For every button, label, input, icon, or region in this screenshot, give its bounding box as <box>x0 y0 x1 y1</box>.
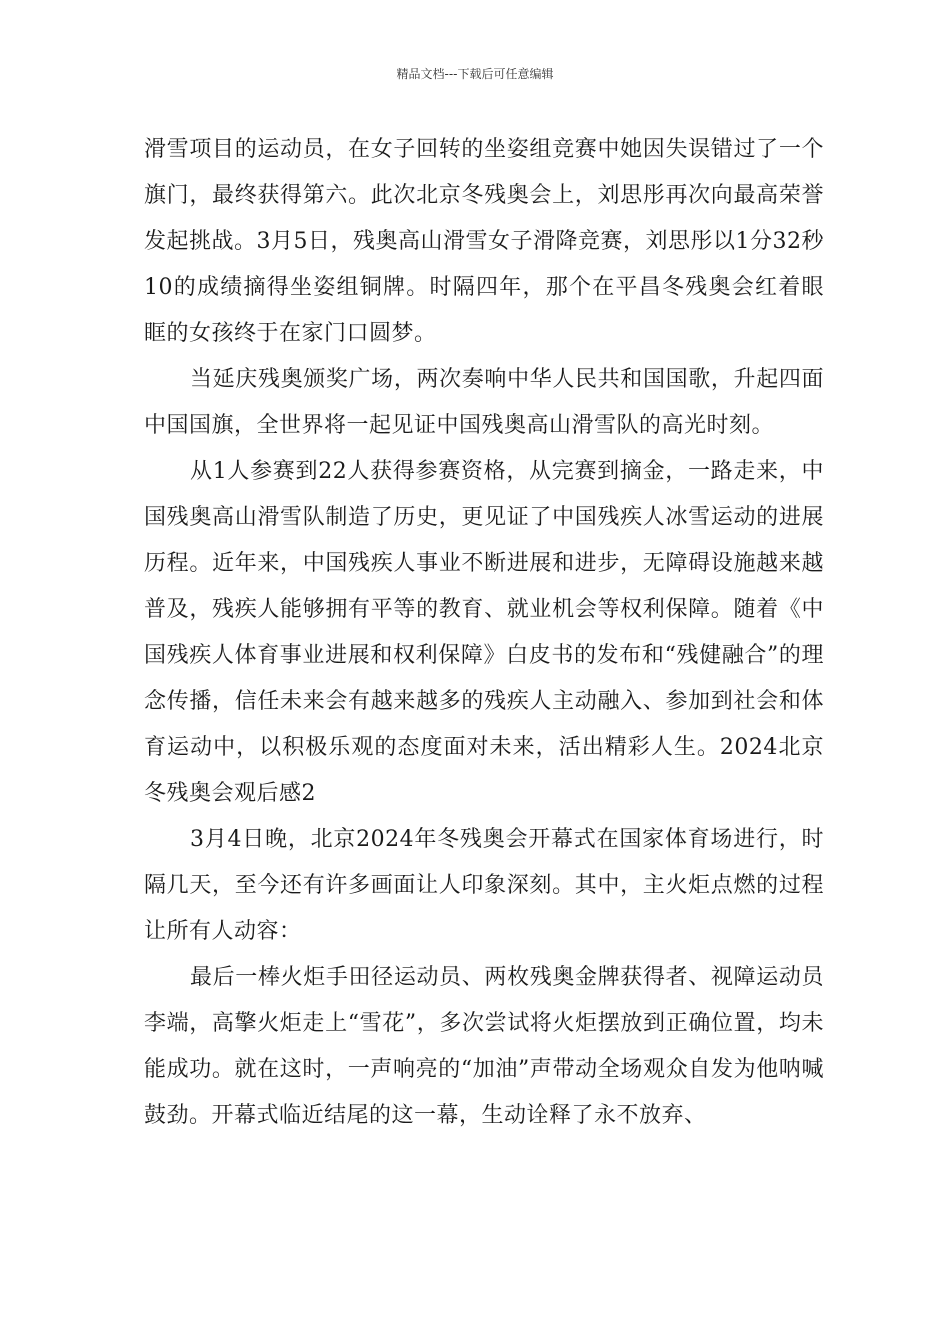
paragraph: 当延庆残奥颁奖广场，两次奏响中华人民共和国国歌，升起四面中国国旗，全世界将一起见证中国残奥高山滑雪队的高光时刻。 <box>144 367 824 438</box>
paragraph: 滑雪项目的运动员，在女子回转的坐姿组竞赛中她因失误错过了一个旗门，最终获得第六。此次北京冬残奥会上，刘思彤再次向最高荣誉发起挑战。3月5日，残奥高山滑雪女子滑降竞赛，刘思彤以1分32秒10的成绩摘得坐姿组铜牌。时隔四年，那个在平昌冬残奥会红着眼眶的女孩终于在家门口圆梦。 <box>144 137 824 346</box>
paragraph: 3月4日晚，北京2024年冬残奥会开幕式在国家体育场进行，时隔几天，至今还有许多画面让人印象深刻。其中，主火炬点燃的过程让所有人动容： <box>144 827 824 944</box>
paragraph: 最后一棒火炬手田径运动员、两枚残奥金牌获得者、视障运动员李端，高擎火炬走上“雪花”，多次尝试将火炬摆放到正确位置，均未能成功。就在这时，一声响亮的“加油”声带动全场观众自发为他呐喊鼓劲。开幕式临近结尾的这一幕，生动诠释了永不放弃、 <box>144 965 824 1128</box>
document-body <box>144 127 824 1139</box>
paragraph: 从1人参赛到22人获得参赛资格，从完赛到摘金，一路走来，中国残奥高山滑雪队制造了历史，更见证了中国残疾人冰雪运动的进展历程。近年来，中国残疾人事业不断进展和进步，无障碍设施越来越普及，残疾人能够拥有平等的教育、就业机会等权利保障。随着《中国残疾人体育事业进展和权利保障》白皮书的发布和“残健融合”的理念传播，信任未来会有越来越多的残疾人主动融入、参加到社会和体育运动中，以积极乐观的态度面对未来，活出精彩人生。2024北京冬残奥会观后感2 <box>144 459 824 806</box>
page-header: 精品文档---下载后可任意编辑 <box>396 67 554 81</box>
